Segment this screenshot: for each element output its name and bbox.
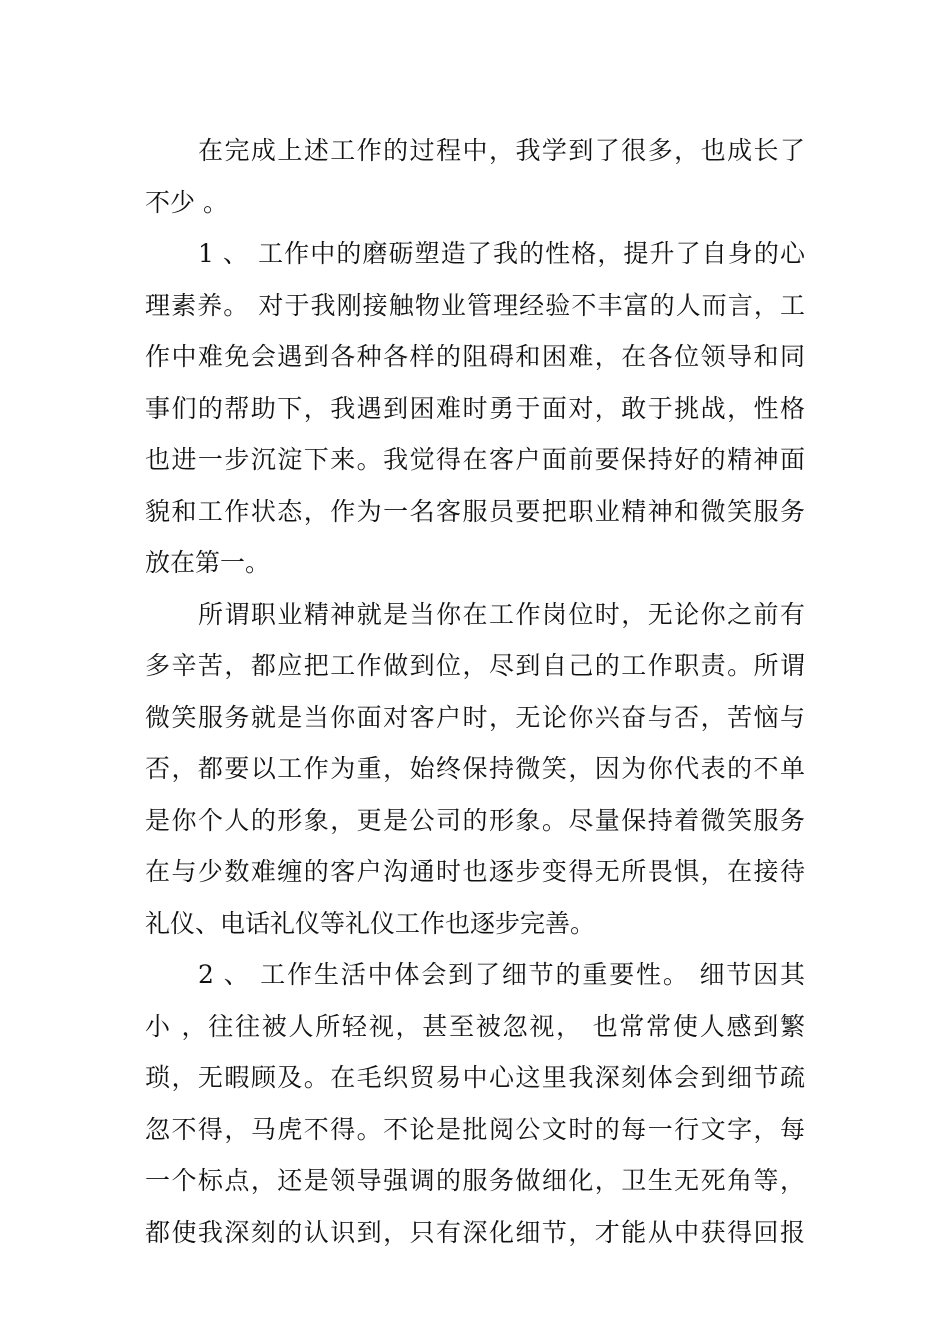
text-line: 所谓职业精神就是当你在工作岗位时，无论你之前有 — [198, 599, 805, 629]
text-line: 否，都要以工作为重，始终保持微笑，因为你代表的不单 — [145, 754, 805, 783]
text-line: 作中难免会遇到各种各样的阻碍和困难，在各位领导和同 — [145, 342, 805, 371]
text-line: 多辛苦，都应把工作做到位，尽到自己的工作职责。所谓 — [145, 651, 805, 680]
text-line: 小 ，往往被人所轻视，甚至被忽视， 也常常使人感到繁 — [145, 1011, 805, 1041]
text-line: 礼仪、电话礼仪等礼仪工作也逐步完善。 — [145, 908, 596, 938]
text-line: 1 、 工作中的磨砺塑造了我的性格，提升了自身的心 — [198, 239, 805, 268]
text-line: 不少 。 — [145, 187, 228, 217]
text-line: 一个标点，还是领导强调的服务做细化，卫生无死角等， — [145, 1166, 805, 1195]
text-line: 微笑服务就是当你面对客户时，无论你兴奋与否，苦恼与 — [145, 702, 805, 732]
text-line: 琐，无暇顾及。在毛织贸易中心这里我深刻体会到细节疏 — [145, 1063, 805, 1092]
text-line: 是你个人的形象，更是公司的形象。尽量保持着微笑服务 — [145, 805, 805, 835]
text-line: 都使我深刻的认识到，只有深化细节，才能从中获得回报 — [145, 1217, 805, 1247]
text-line: 貌和工作状态，作为一名客服员要把职业精神和微笑服务 — [145, 496, 805, 526]
text-line: 在完成上述工作的过程中，我学到了很多，也成长了 — [198, 136, 805, 165]
text-line: 放在第一。 — [145, 548, 271, 577]
text-line: 事们的帮助下，我遇到困难时勇于面对，敢于挑战，性格 — [145, 393, 805, 423]
text-line: 忽不得，马虎不得。不论是批阅公文时的每一行文字，每 — [145, 1114, 805, 1144]
text-line: 2 、 工作生活中体会到了细节的重要性。 细节因其 — [198, 960, 805, 989]
document-body — [145, 125, 805, 1258]
text-line: 也进一步沉淀下来。我觉得在客户面前要保持好的精神面 — [145, 445, 805, 474]
text-line: 理素养。 对于我刚接触物业管理经验不丰富的人而言，工 — [145, 290, 805, 320]
text-line: 在与少数难缠的客户沟通时也逐步变得无所畏惧，在接待 — [145, 857, 805, 886]
